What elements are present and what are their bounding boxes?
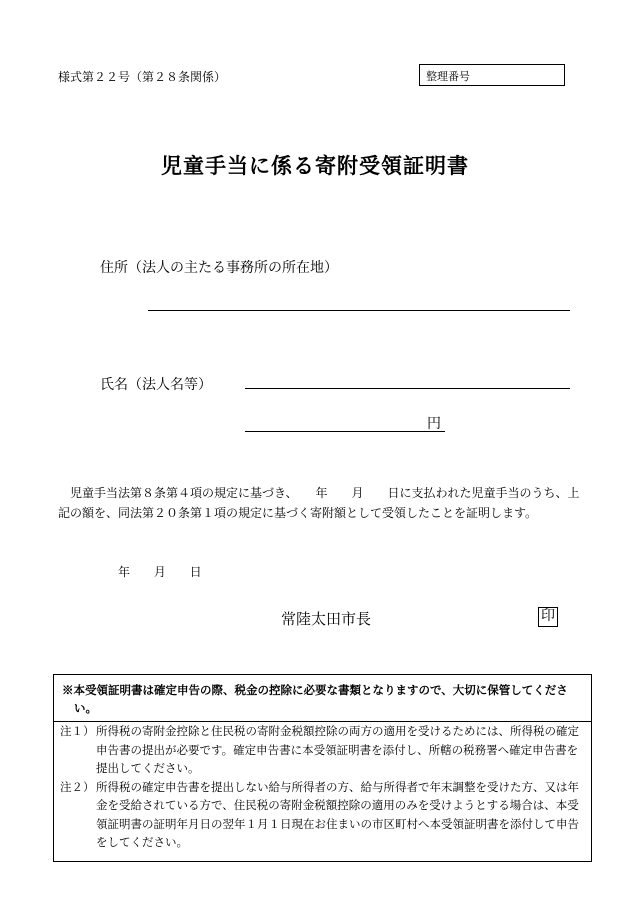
reference-number-box[interactable] bbox=[419, 64, 565, 86]
amount-field-line[interactable] bbox=[245, 431, 445, 432]
note-text: 所得税の確定申告書を提出しない給与所得者の方、給与所得者で年末調整を受けた方、又は年金を受給されている方で、住民税の寄附金税額控除の適用のみを受けようとする場合は、本受領証明書の証明年月日の翌年１月１日現在お住まいの市区町村へ本受領証明書を添付して申告をしてください。 bbox=[96, 779, 579, 849]
note-label: 注２） bbox=[60, 779, 95, 794]
issuer-name: 常陸太田市長 bbox=[281, 610, 372, 628]
note-item bbox=[54, 722, 591, 778]
address-label: 住所（法人の主たる事務所の所在地） bbox=[100, 260, 338, 276]
notice-main bbox=[54, 675, 591, 722]
note-item bbox=[54, 778, 591, 852]
certification-text bbox=[58, 483, 582, 523]
reference-number-label: 整理番号 bbox=[426, 70, 470, 83]
certification-paragraph: 児童手当法第８条第４項の規定に基づき、 年 月 日に支払われた児童手当のうち、上記の額を、同法第２０条第１項の規定に基づく寄附額として受領したことを証明します。 bbox=[58, 486, 580, 520]
name-label: 氏名（法人名等） bbox=[100, 377, 212, 393]
name-field-line[interactable] bbox=[245, 388, 570, 389]
seal-char: 印 bbox=[541, 608, 555, 624]
address-field-line[interactable] bbox=[148, 310, 570, 311]
page-title: 児童手当に係る寄附受領証明書 bbox=[161, 153, 469, 178]
amount-unit-label: 円 bbox=[427, 416, 441, 432]
issue-date: 年 月 日 bbox=[118, 565, 202, 579]
seal-stamp bbox=[538, 607, 558, 627]
note-label: 注１） bbox=[60, 724, 95, 738]
form-number: 様式第２２号（第２８条関係） bbox=[58, 70, 227, 84]
note-text: 所得税の寄附金控除と住民税の寄附金税額控除の両方の適用を受けるためには、所得税の確定申告書の提出が必要です。確定申告書に本受領証明書を添付し、所轄の税務署へ確定申告書を提出してください。 bbox=[96, 724, 579, 775]
notice-main-text: ※本受領証明書は確定申告の際、税金の控除に必要な書類となりますので、大切に保管してください。 bbox=[62, 683, 568, 715]
notice-box bbox=[53, 674, 592, 862]
